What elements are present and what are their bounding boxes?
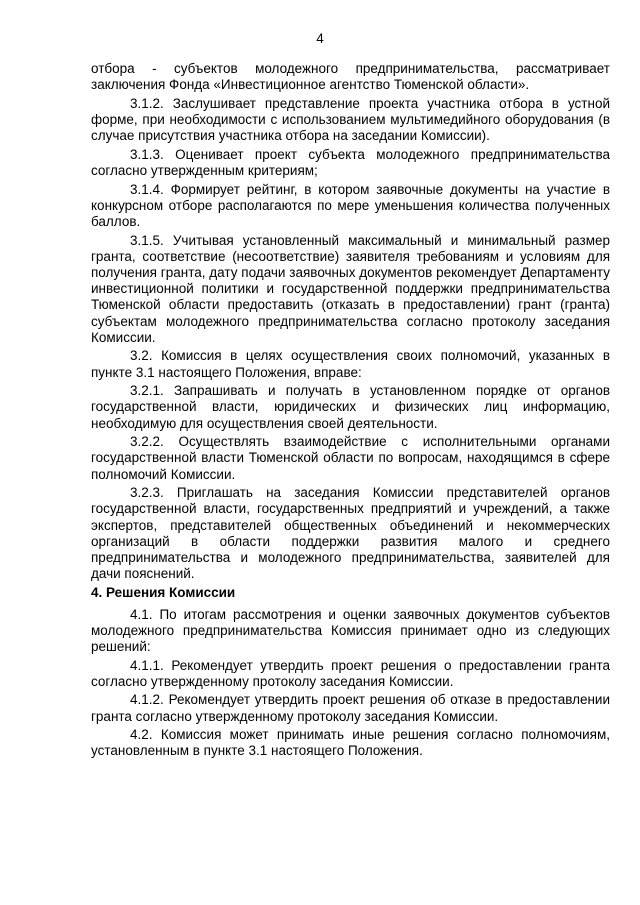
paragraph-continuation: отбора - субъектов молодежного предпринимательства, рассматривает заключения Фонда «Инвестиционное агентство Тюменской области». <box>91 61 610 93</box>
paragraph-3-1-3: 3.1.3. Оценивает проект субъекта молодежного предпринимательства согласно утвержденным критериям; <box>91 146 610 178</box>
paragraph-4-1-1: 4.1.1. Рекомендует утвердить проект решения о предоставлении гранта согласно утвержденному протоколу заседания Комиссии. <box>91 657 610 689</box>
paragraph-3-1-2: 3.1.2. Заслушивает представление проекта участника отбора в устной форме, при необходимости с использованием мультимедийного оборудования (в случае присутствия участника отбора на заседании Комиссии). <box>91 95 610 144</box>
document-body <box>91 61 610 762</box>
section-heading: 4. Решения Комиссии <box>91 585 236 601</box>
paragraph-4-1-2: 4.1.2. Рекомендует утвердить проект решения об отказе в предоставлении гранта согласно утвержденному протоколу заседания Комиссии. <box>91 692 610 724</box>
paragraph-3-2: 3.2. Комиссия в целях осуществления своих полномочий, указанных в пункте 3.1 настоящего Положения, вправе: <box>91 348 610 380</box>
paragraph-3-2-3: 3.2.3. Приглашать на заседания Комиссии представителей органов государственной власти, государственных предприятий и учреждений, а также экспертов, представителей общественных объединений и некоммерческих организаций в области поддержки развития малого и среднего предпринимательства и молодежного предпринимательства, заявителей для дачи пояснений. <box>91 485 610 582</box>
paragraph-3-2-2: 3.2.2. Осуществлять взаимодействие с исполнительными органами государственной власти Тюменской области по вопросам, находящимся в сфере полномочий Комиссии. <box>91 434 610 482</box>
paragraph-4-2: 4.2. Комиссия может принимать иные решения согласно полномочиям, установленным в пункте 3.1 настоящего Положения. <box>91 727 610 759</box>
paragraph-3-1-5: 3.1.5. Учитывая установленный максимальный и минимальный размер гранта, соответствие (несоответствие) заявителя требованиям и условиям для получения гранта, дату подачи заявочных документов рекомендует Департаменту инвестиционной политики и государственной поддержки предпринимательства Тюменской области предоставить (отказать в предоставлении) грант (гранта) субъектам молодежного предпринимательства согласно протоколу заседания Комиссии. <box>91 232 610 345</box>
paragraph-3-1-4: 3.1.4. Формирует рейтинг, в котором заявочные документы на участие в конкурсном отборе располагаются по мере уменьшения количества полученных баллов. <box>91 181 610 229</box>
page-number: 4 <box>316 31 324 46</box>
paragraph-3-2-1: 3.2.1. Запрашивать и получать в установленном порядке от органов государственной власти, юридических и физических лиц информацию, необходимую для осуществления своей деятельности. <box>91 383 610 431</box>
paragraph-4-1: 4.1. По итогам рассмотрения и оценки заявочных документов субъектов молодежного предпринимательства Комиссия принимает одно из следующих решений: <box>91 606 610 655</box>
